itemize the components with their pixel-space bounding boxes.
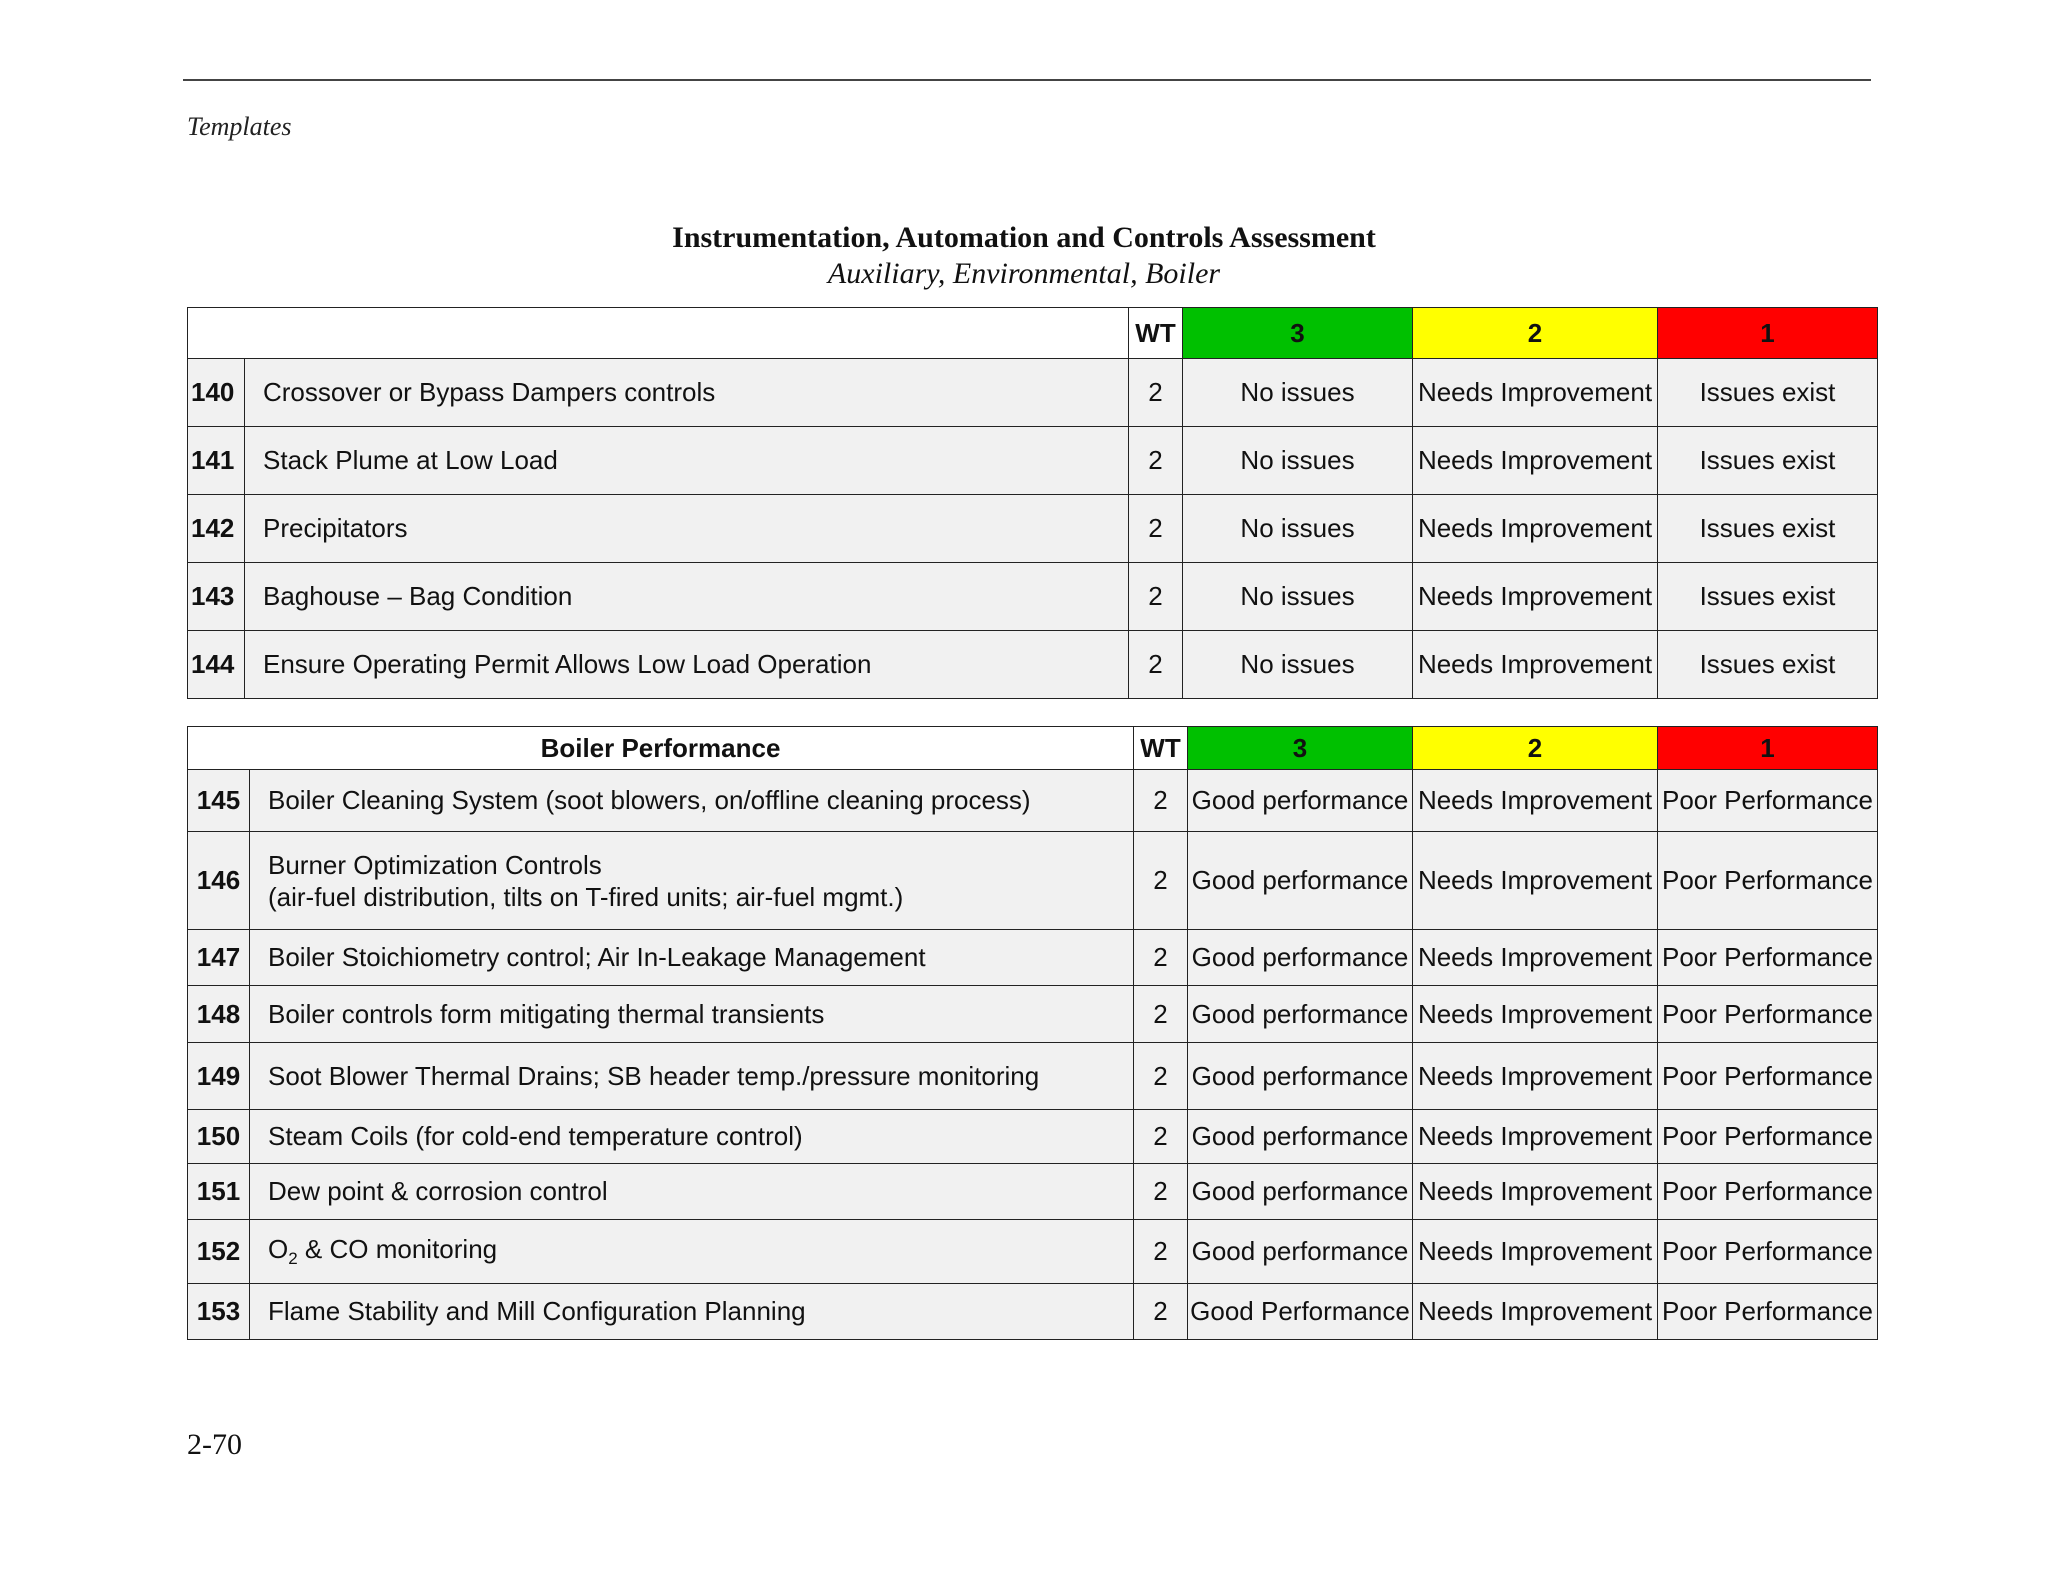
score-3-text: No issues: [1183, 427, 1413, 495]
score-3-header: 3: [1188, 727, 1413, 770]
score-2-text: Needs Improvement: [1413, 930, 1658, 986]
table-row: [188, 1164, 1878, 1220]
row-number: 140: [188, 359, 245, 427]
score-2-text: Needs Improvement: [1413, 1043, 1658, 1110]
row-weight: 2: [1134, 1220, 1188, 1284]
row-number: 148: [188, 986, 250, 1043]
o2-symbol: O: [268, 1234, 289, 1264]
row-weight: 2: [1134, 832, 1188, 930]
score-2-text: Needs Improvement: [1413, 1164, 1658, 1220]
row-number: 145: [188, 770, 250, 832]
row-number: 143: [188, 563, 245, 631]
score-2-header: 2: [1413, 727, 1658, 770]
table-row: [188, 631, 1878, 699]
table-row: [188, 1220, 1878, 1284]
assessment-table-environmental: [187, 307, 1878, 699]
score-3-text: Good Performance: [1188, 1284, 1413, 1340]
score-2-text: Needs Improvement: [1413, 1110, 1658, 1164]
row-description: [250, 832, 1134, 930]
score-2-text: Needs Improvement: [1413, 359, 1658, 427]
score-1-text: Issues exist: [1658, 631, 1878, 699]
score-3-text: Good performance: [1188, 832, 1413, 930]
table-header-row: [188, 308, 1878, 359]
score-1-text: Poor Performance: [1658, 1164, 1878, 1220]
score-3-text: No issues: [1183, 359, 1413, 427]
document-subtitle: Auxiliary, Environmental, Boiler: [827, 257, 1221, 290]
row-number: 150: [188, 1110, 250, 1164]
row-number: 147: [188, 930, 250, 986]
row-number: 141: [188, 427, 245, 495]
score-1-header: 1: [1658, 308, 1878, 359]
score-3-text: Good performance: [1188, 1043, 1413, 1110]
score-1-text: Poor Performance: [1658, 1110, 1878, 1164]
score-3-text: Good performance: [1188, 1220, 1413, 1284]
section-header: [188, 308, 1129, 359]
row-description: [250, 1220, 1134, 1284]
score-2-text: Needs Improvement: [1413, 495, 1658, 563]
table-header-row: [188, 727, 1878, 770]
row-number: 149: [188, 1043, 250, 1110]
score-3-text: Good performance: [1188, 986, 1413, 1043]
table-row: [188, 986, 1878, 1043]
score-1-text: Poor Performance: [1658, 1043, 1878, 1110]
header-rule: [183, 79, 1871, 81]
o2-subscript: 2: [288, 1249, 298, 1268]
row-description: Boiler Stoichiometry control; Air In-Leakage Management: [250, 930, 1134, 986]
score-1-text: Poor Performance: [1658, 986, 1878, 1043]
row-description: Crossover or Bypass Dampers controls: [245, 359, 1129, 427]
score-2-text: Needs Improvement: [1413, 427, 1658, 495]
score-1-text: Poor Performance: [1658, 930, 1878, 986]
row-description: Boiler controls form mitigating thermal transients: [250, 986, 1134, 1043]
row-weight: 2: [1129, 495, 1183, 563]
row-description: Ensure Operating Permit Allows Low Load Operation: [245, 631, 1129, 699]
row-weight: 2: [1129, 631, 1183, 699]
table-row: [188, 1110, 1878, 1164]
assessment-table-boiler-performance: [187, 726, 1878, 1340]
row-number: 144: [188, 631, 245, 699]
score-1-text: Issues exist: [1658, 427, 1878, 495]
row-number: 153: [188, 1284, 250, 1340]
score-2-text: Needs Improvement: [1413, 1284, 1658, 1340]
row-description: Flame Stability and Mill Configuration Planning: [250, 1284, 1134, 1340]
row-number: 142: [188, 495, 245, 563]
table-row: [188, 495, 1878, 563]
table-row: [188, 1284, 1878, 1340]
row-number: 151: [188, 1164, 250, 1220]
score-3-text: Good performance: [1188, 770, 1413, 832]
wt-header: WT: [1129, 308, 1183, 359]
row-description: Stack Plume at Low Load: [245, 427, 1129, 495]
row-number: 152: [188, 1220, 250, 1284]
table-row: [188, 563, 1878, 631]
row-description-rest: & CO monitoring: [297, 1234, 498, 1264]
table-row: [188, 1043, 1878, 1110]
row-weight: 2: [1129, 427, 1183, 495]
table-row: [188, 930, 1878, 986]
score-2-text: Needs Improvement: [1413, 1220, 1658, 1284]
row-weight: 2: [1134, 1043, 1188, 1110]
table-row: [188, 770, 1878, 832]
row-weight: 2: [1134, 986, 1188, 1043]
score-2-text: Needs Improvement: [1413, 631, 1658, 699]
score-3-text: Good performance: [1188, 1110, 1413, 1164]
row-description: Steam Coils (for cold-end temperature control): [250, 1110, 1134, 1164]
score-1-text: Poor Performance: [1658, 770, 1878, 832]
score-3-text: No issues: [1183, 495, 1413, 563]
row-description: Baghouse – Bag Condition: [245, 563, 1129, 631]
score-2-text: Needs Improvement: [1413, 770, 1658, 832]
row-weight: 2: [1134, 1110, 1188, 1164]
row-description: Precipitators: [245, 495, 1129, 563]
document-title: Instrumentation, Automation and Controls Assessment: [672, 221, 1376, 254]
score-3-text: Good performance: [1188, 1164, 1413, 1220]
row-number: 146: [188, 832, 250, 930]
running-title: Templates: [187, 112, 292, 141]
page-number: 2-70: [187, 1428, 242, 1461]
score-2-text: Needs Improvement: [1413, 563, 1658, 631]
table-row: [188, 832, 1878, 930]
row-weight: 2: [1129, 359, 1183, 427]
score-1-header: 1: [1658, 727, 1878, 770]
score-1-text: Poor Performance: [1658, 1284, 1878, 1340]
score-3-text: No issues: [1183, 563, 1413, 631]
row-weight: 2: [1134, 930, 1188, 986]
table-row: [188, 427, 1878, 495]
score-1-text: Issues exist: [1658, 563, 1878, 631]
score-1-text: Poor Performance: [1658, 1220, 1878, 1284]
score-1-text: Poor Performance: [1658, 832, 1878, 930]
score-1-text: Issues exist: [1658, 359, 1878, 427]
row-description-line-2: (air-fuel distribution, tilts on T-fired units; air-fuel mgmt.): [268, 881, 904, 912]
table-row: [188, 359, 1878, 427]
score-2-text: Needs Improvement: [1413, 832, 1658, 930]
score-3-text: No issues: [1183, 631, 1413, 699]
wt-header: WT: [1134, 727, 1188, 770]
row-description: Dew point & corrosion control: [250, 1164, 1134, 1220]
row-weight: 2: [1134, 1164, 1188, 1220]
row-description: Soot Blower Thermal Drains; SB header temp./pressure monitoring: [250, 1043, 1134, 1110]
title-block: [0, 220, 2048, 292]
section-header: Boiler Performance: [188, 727, 1134, 770]
score-2-text: Needs Improvement: [1413, 986, 1658, 1043]
row-weight: 2: [1129, 563, 1183, 631]
score-3-text: Good performance: [1188, 930, 1413, 986]
score-2-header: 2: [1413, 308, 1658, 359]
row-weight: 2: [1134, 770, 1188, 832]
row-description: Boiler Cleaning System (soot blowers, on/offline cleaning process): [250, 770, 1134, 832]
score-3-header: 3: [1183, 308, 1413, 359]
row-description-line-1: Burner Optimization Controls: [268, 849, 602, 880]
row-weight: 2: [1134, 1284, 1188, 1340]
score-1-text: Issues exist: [1658, 495, 1878, 563]
